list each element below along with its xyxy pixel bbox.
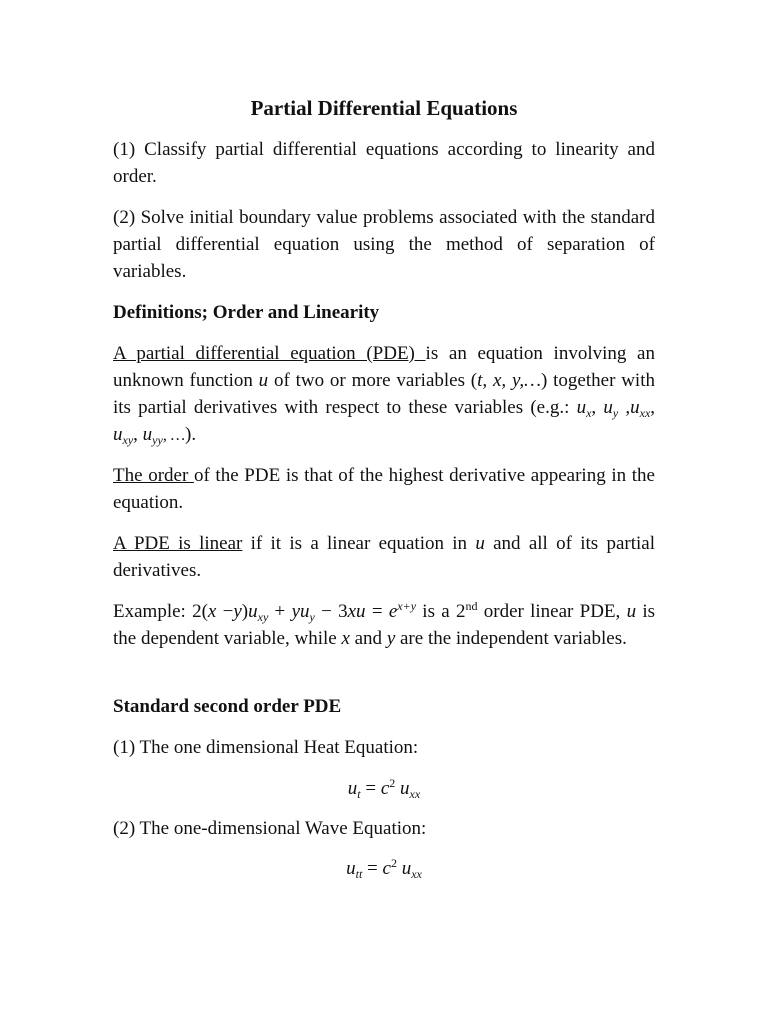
example-text-5: are the independent variables. <box>395 628 627 649</box>
objective-2: (2) Solve initial boundary value problems associated with the standard partial differential equation using the method of separation of variables. <box>113 207 655 282</box>
wave-equation-label: (2) The one-dimensional Wave Equation: <box>113 818 427 839</box>
example-text-2: order linear PDE, <box>477 601 627 622</box>
example-equation: $2(x -y)u_{xy} + yu_y - 3xu = e^{x+y}$ <box>192 599 417 624</box>
ellipsis: , … <box>162 427 186 444</box>
var-u: u <box>626 601 637 622</box>
deriv-uy: $u_y$ <box>603 397 619 420</box>
order-term: The order <box>113 465 194 486</box>
page-title: Partial Differential Equations <box>250 96 518 120</box>
deriv-uxy: $u_{xy}$ <box>113 424 134 447</box>
separator: , <box>650 397 656 418</box>
section-heading-definitions: Definitions; Order and Linearity <box>113 302 380 323</box>
example-text-1: is a 2 <box>416 601 466 622</box>
deriv-uxx: $u_{xx}$ <box>630 397 651 420</box>
wave-equation: $u_{tt} = c^2$ $u_{xx}$ <box>346 856 422 881</box>
pde-variables: t, x, y,… <box>477 370 542 391</box>
var-y: y <box>386 628 396 649</box>
linear-def-text-2: and all of its partial derivatives. <box>113 533 655 581</box>
objective-1: (1) Classify partial differential equations according to linearity and order. <box>113 139 655 187</box>
pde-definition <box>113 340 655 449</box>
pde-def-end: ). <box>185 424 197 445</box>
linear-definition <box>113 530 655 584</box>
separator: , <box>591 397 604 418</box>
heat-equation: $u_t = c^2$ $u_{xx}$ <box>347 776 421 801</box>
ordinal-suffix: nd <box>465 599 478 613</box>
pde-def-text-1: is an equation involving an unknown function <box>113 343 655 391</box>
heat-equation-label: (1) The one dimensional Heat Equation: <box>113 737 419 758</box>
pde-term: A partial differential equation (PDE) <box>113 343 426 364</box>
example-paragraph <box>113 598 655 652</box>
example-text-3: is the dependent variable, while <box>113 601 656 649</box>
order-definition <box>113 462 655 516</box>
linear-def-text-1: if it is a linear equation in <box>242 533 476 554</box>
pde-def-text-3: ) together with its partial derivatives with respect to these variables (e.g.: <box>113 370 655 418</box>
example-label: Example: <box>113 601 193 622</box>
var-x: x <box>341 628 350 649</box>
section-heading-standard: Standard second order PDE <box>113 696 342 717</box>
pde-def-text-2: of two or more variables ( <box>268 370 478 391</box>
linear-term: A PDE is linear <box>113 533 243 554</box>
var-u: u <box>475 533 485 554</box>
example-text-4: and <box>349 628 387 649</box>
var-u: u <box>258 370 269 391</box>
deriv-ux: $u_x$ <box>576 397 592 420</box>
separator: , <box>133 424 143 445</box>
separator: , <box>618 397 631 418</box>
order-def-text: of the PDE is that of the highest derivative appearing in the equation. <box>113 465 655 513</box>
deriv-uyy: $u_{yy}$ <box>142 424 163 447</box>
